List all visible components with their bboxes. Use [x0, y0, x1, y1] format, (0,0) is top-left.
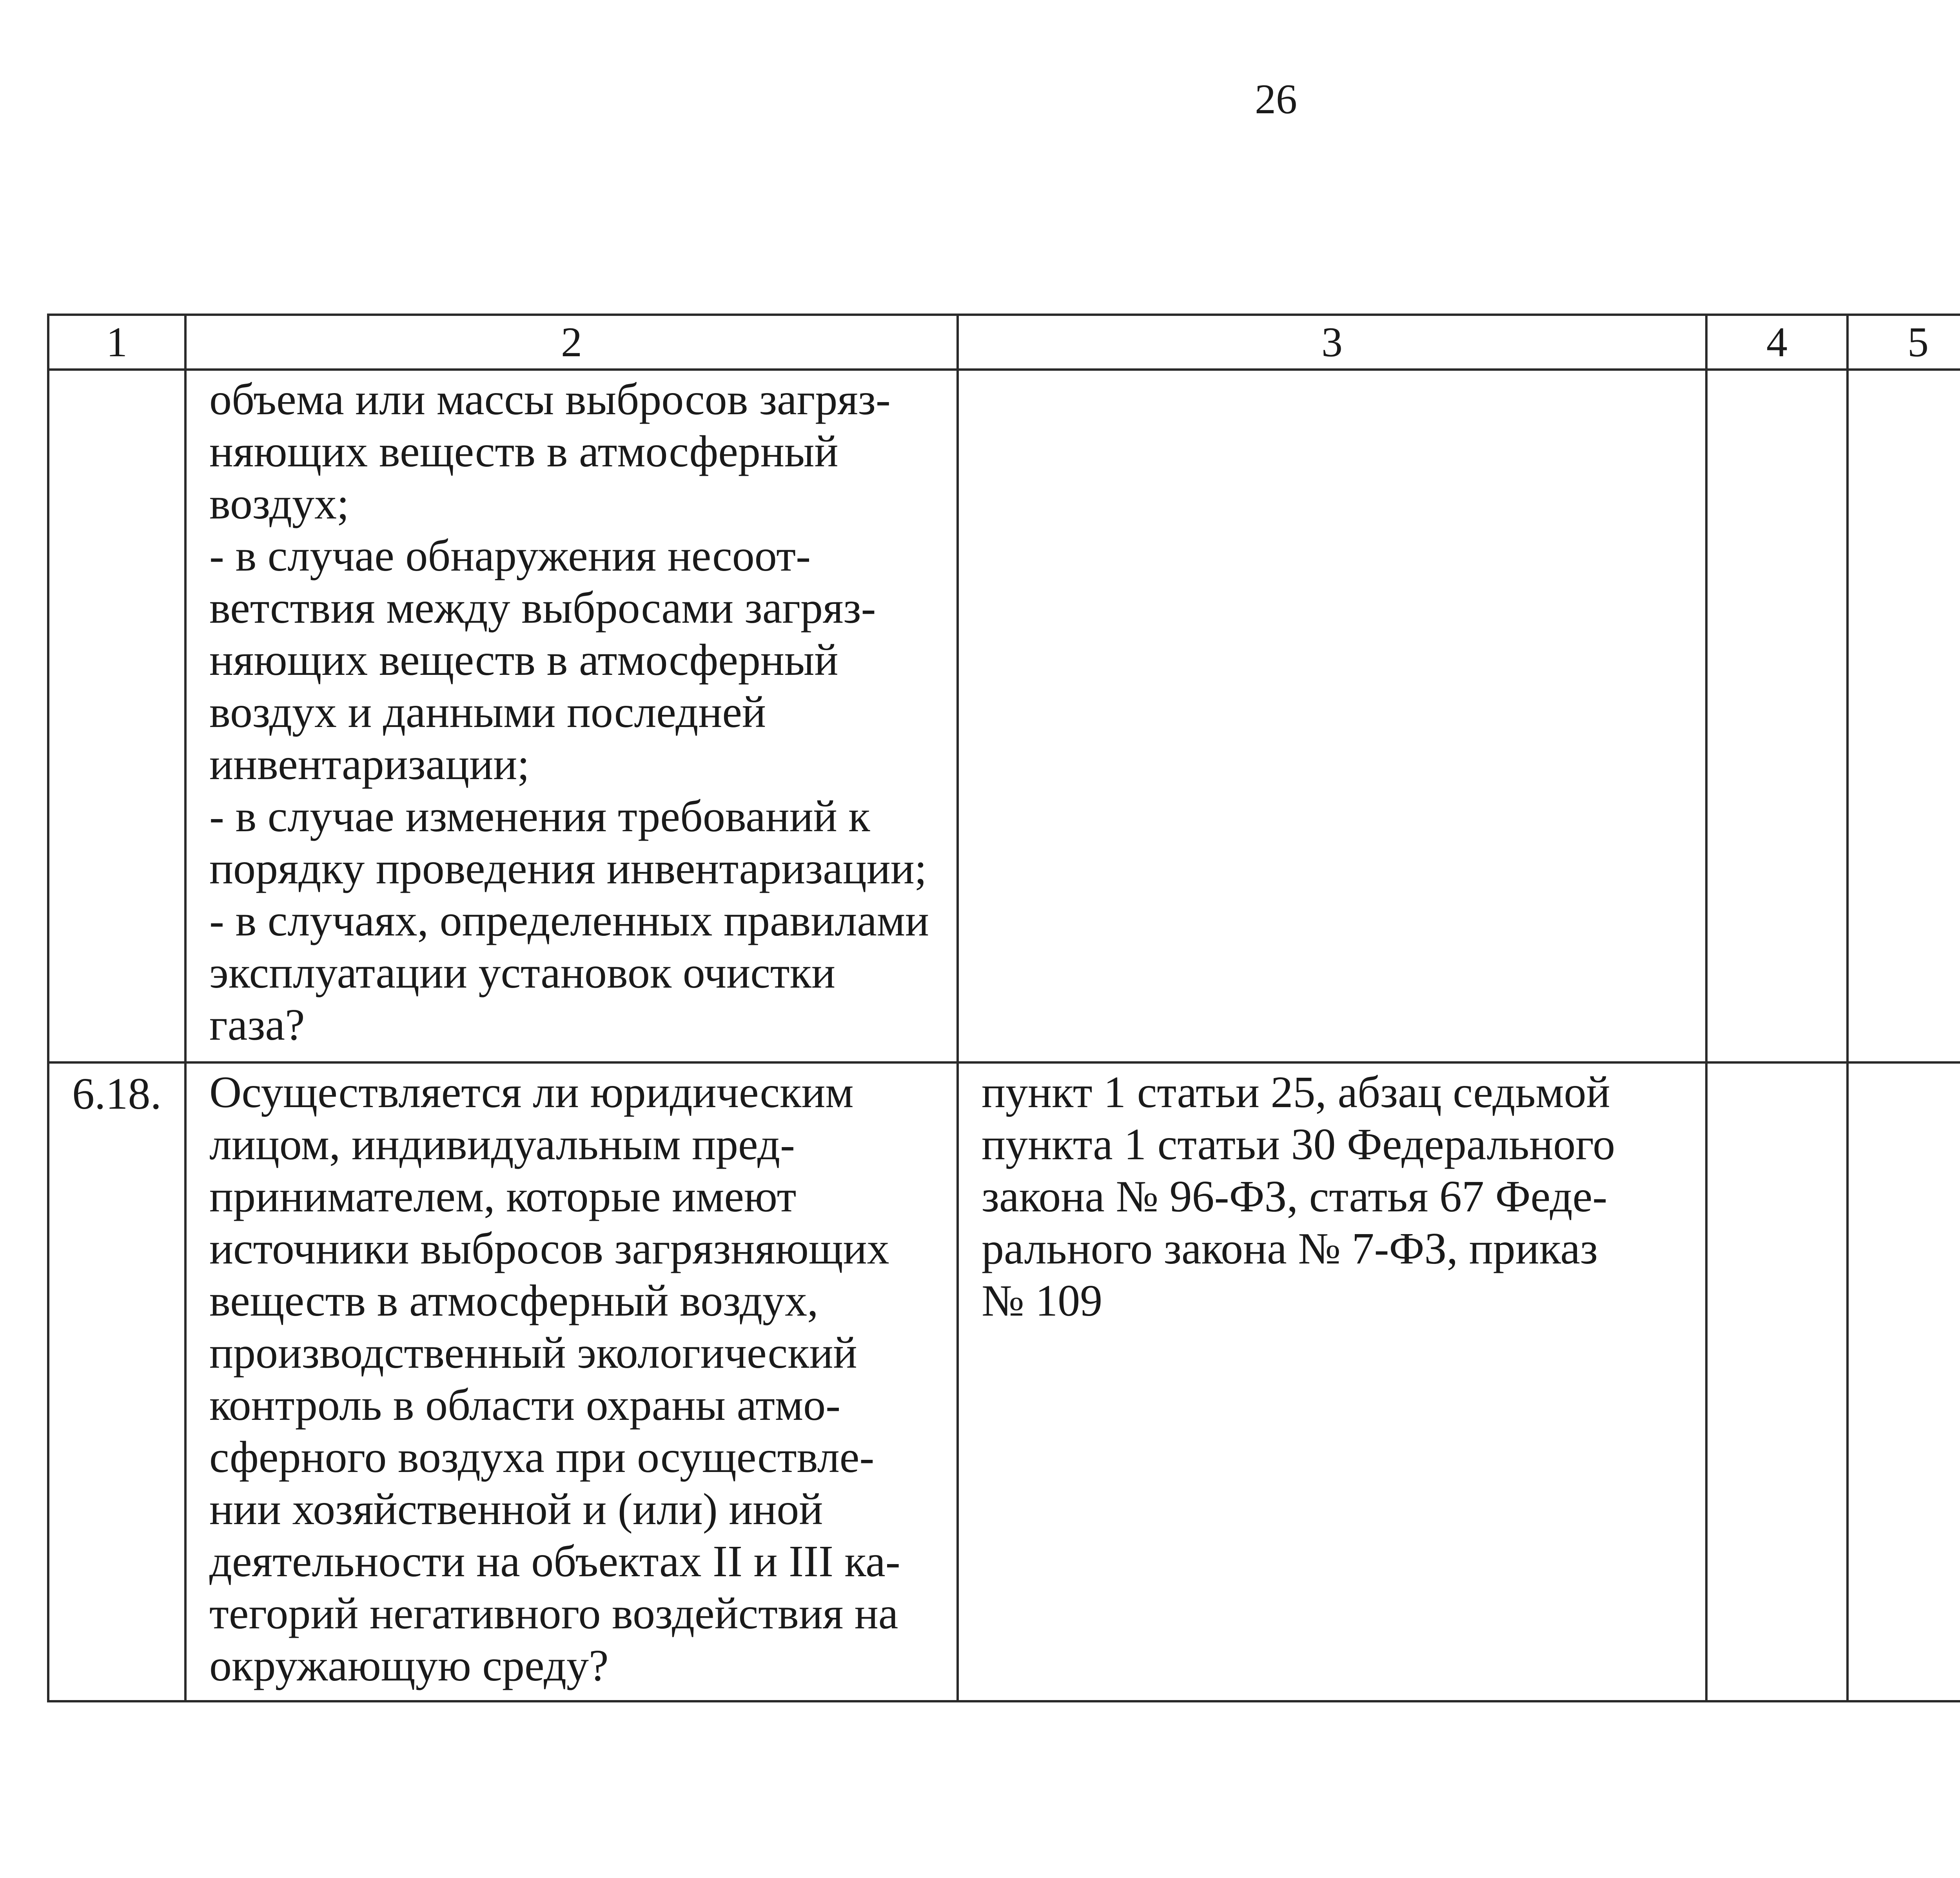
column-header-5: 5: [1847, 315, 1960, 370]
question-line: объема или массы выбросов загряз-: [209, 374, 891, 424]
question-line: няющих веществ в атмосферный: [209, 635, 838, 685]
question-line: сферного воздуха при осуществле-: [209, 1432, 875, 1482]
question-line: порядку проведения инвентаризации;: [209, 843, 927, 893]
column-5-cell: [1847, 370, 1960, 1062]
law-reference-line: пункта 1 статьи 30 Федерального: [982, 1119, 1615, 1169]
requirements-table: [47, 314, 1960, 1702]
question-line: - в случае обнаружения несоот-: [209, 531, 811, 580]
column-5-cell: [1847, 1062, 1960, 1701]
column-4-cell: [1706, 370, 1847, 1062]
column-header-2: 2: [185, 315, 958, 370]
row-number-cell: [48, 370, 185, 1062]
table-row: [48, 1062, 1960, 1701]
question-cell: [185, 1062, 958, 1701]
question-line: няющих веществ в атмосферный: [209, 426, 838, 476]
table-row: [48, 370, 1960, 1062]
question-line: воздух и данными последней: [209, 687, 766, 737]
question-line: - в случаях, определенных правилами: [209, 895, 929, 945]
column-header-3: 3: [958, 315, 1706, 370]
law-reference-cell: [958, 370, 1706, 1062]
question-line: производственный экологический: [209, 1328, 857, 1378]
law-reference-line: рального закона № 7-ФЗ, приказ: [982, 1224, 1598, 1273]
page-number: 26: [1255, 76, 1297, 123]
question-line: эксплуатации установок очистки: [209, 948, 836, 997]
column-header-4: 4: [1706, 315, 1847, 370]
column-4-cell: [1706, 1062, 1847, 1701]
question-line: газа?: [209, 1000, 305, 1050]
question-line: нии хозяйственной и (или) иной: [209, 1484, 823, 1534]
law-reference-line: пункт 1 статьи 25, абзац седьмой: [982, 1067, 1610, 1117]
law-reference-line: № 109: [982, 1276, 1103, 1325]
question-line: воздух;: [209, 479, 349, 528]
question-line: веществ в атмосферный воздух,: [209, 1276, 818, 1325]
question-line: деятельности на объектах II и III ка-: [209, 1536, 900, 1586]
question-line: источники выбросов загрязняющих: [209, 1224, 889, 1273]
question-line: контроль в области охраны атмо-: [209, 1380, 841, 1430]
question-line: принимателем, которые имеют: [209, 1171, 797, 1221]
table-header-row: [48, 315, 1960, 370]
question-line: лицом, индивидуальным пред-: [209, 1119, 795, 1169]
question-line: инвентаризации;: [209, 739, 530, 789]
column-header-1: 1: [48, 315, 185, 370]
question-line: - в случае изменения требований к: [209, 791, 870, 841]
question-line: тегорий негативного воздействия на: [209, 1588, 898, 1638]
law-reference-line: закона № 96-ФЗ, статья 67 Феде-: [982, 1171, 1608, 1221]
question-cell: [185, 370, 958, 1062]
row-number-cell: 6.18.: [48, 1062, 185, 1701]
question-line: ветствия между выбросами загряз-: [209, 583, 876, 633]
law-reference-cell: [958, 1062, 1706, 1701]
question-line: Осуществляется ли юридическим: [209, 1067, 854, 1117]
question-line: окружающую среду?: [209, 1641, 609, 1690]
